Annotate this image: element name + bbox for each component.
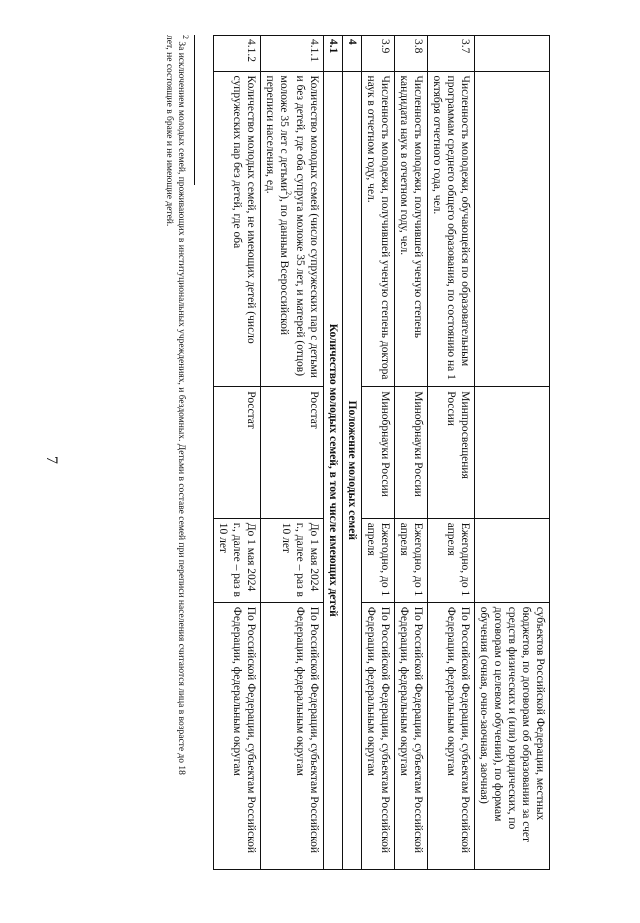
- level-cell: По Российской Федерации, субъектам Российской Федерации, федеральным округам: [213, 602, 260, 869]
- level-cell: По Российской Федерации, субъектам Российской Федерации, федеральным округам: [361, 602, 394, 869]
- indicator-name-text: ), по данным Всероссийской переписи населения, ед.: [263, 75, 290, 335]
- indicator-name-cell: Численность молодежи, получившей ученую степень кандидата наук в отчетном году, чел.: [394, 71, 427, 387]
- level-cell: По Российской Федерации, субъектам Российской Федерации, федеральным округам: [427, 602, 474, 869]
- deadline-cell: Ежегодно, до 1 апреля: [394, 518, 427, 602]
- subsection-title: Количество молодых семей, в том числе имеющих детей: [323, 71, 342, 869]
- source-cell: [474, 387, 549, 518]
- deadline-cell: Ежегодно, до 1 апреля: [427, 518, 474, 602]
- footnote-divider: [194, 35, 195, 185]
- section-title: Положение молодых семей: [342, 71, 361, 869]
- table-row: [427, 36, 474, 870]
- indicators-table: [213, 35, 550, 870]
- footnote-reference: 2: [283, 191, 293, 196]
- table-row: [260, 36, 323, 870]
- deadline-cell: До 1 мая 2024 г., далее – раз в 10 лет: [213, 518, 260, 602]
- table-row: [213, 36, 260, 870]
- footnote-text: За исключением молодых семей, проживающих в институциональных учреждениях, и бездомных. Детьми в составе семей при переписи населения считаются лица в возрасте до 18 лет, не состоящие в браке и не имеющие детей.: [163, 35, 186, 775]
- table-row: [394, 36, 427, 870]
- table-row: [361, 36, 394, 870]
- source-cell: Росстат: [260, 387, 323, 518]
- source-cell: Минпросвещения России: [427, 387, 474, 518]
- level-cell: субъектов Российской Федерации, местных бюджетов, по договорам об образовании за счет средств физических и (или) юридических, по договорам о целевом обучении), по формам обучения (очная, очно-заочная, заочная): [474, 602, 549, 869]
- indicator-name-cell: Численность молодежи, получившей ученую степень доктора наук в отчетном году, чел.: [361, 71, 394, 387]
- table-row: [474, 36, 549, 870]
- page-number: 7: [43, 456, 60, 464]
- row-number-cell: 4.1.2: [213, 36, 260, 72]
- indicator-name-cell: [260, 71, 323, 387]
- source-cell: Минобрнауки России: [394, 387, 427, 518]
- section-number: 4: [342, 36, 361, 72]
- row-number-cell: 3.7: [427, 36, 474, 72]
- row-number-cell: 4.1.1: [260, 36, 323, 72]
- indicator-name-cell: [474, 71, 549, 387]
- footnote-mark: 2: [180, 35, 190, 39]
- deadline-cell: [474, 518, 549, 602]
- indicator-name-cell: Количество молодых семей, не имеющих детей (число супружеских пар без детей, где оба: [213, 71, 260, 387]
- level-cell: По Российской Федерации, субъектам Российской Федерации, федеральным округам: [260, 602, 323, 869]
- subsection-number: 4.1: [323, 36, 342, 72]
- row-number-cell: [474, 36, 549, 72]
- row-number-cell: 3.8: [394, 36, 427, 72]
- level-cell: По Российской Федерации, субъектам Российской Федерации, федеральным округам: [394, 602, 427, 869]
- source-cell: Минобрнауки России: [361, 387, 394, 518]
- source-cell: Росстат: [213, 387, 260, 518]
- subsection-row: [323, 36, 342, 870]
- deadline-cell: До 1 мая 2024 г., далее – раз в 10 лет: [260, 518, 323, 602]
- rotated-page-content: [80, 35, 550, 870]
- footnote: [162, 35, 195, 785]
- row-number-cell: 3.9: [361, 36, 394, 72]
- section-row: [342, 36, 361, 870]
- indicator-name-cell: Численность молодежи, обучающейся по образовательным программам среднего общего образования, по состоянию на 1 октября отчетного года, чел.: [427, 71, 474, 387]
- indicator-name-text: Количество молодых семей (число супружеских пар с детьми и без детей, где оба супруга моложе 35 лет, и матерей (отцов) моложе 35 лет с детьми: [277, 75, 320, 378]
- deadline-cell: Ежегодно, до 1 апреля: [361, 518, 394, 602]
